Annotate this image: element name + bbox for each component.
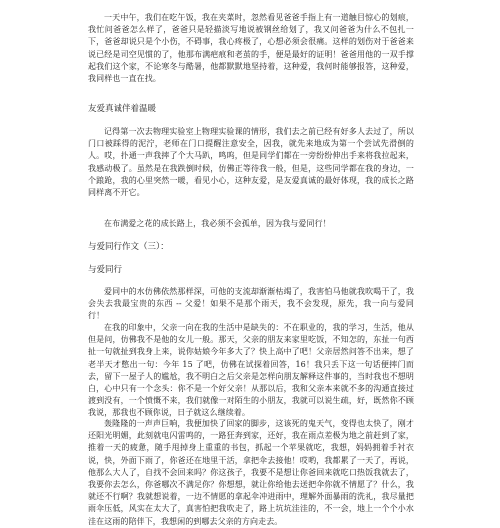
heading-friendship: 友爱真诚伴着温暖	[88, 104, 157, 114]
body-paragraph-5	[88, 322, 414, 420]
paragraph-father-hands: 一天中午，我们在吃午饭，我在夹菜时，忽然看见爸爸手指上有一道触目惊心的划痕，我忙问爸爸怎么样了，爸爸只是轻描淡写地说被钢丝给划了，我又问爸爸为什么不包扎一下，爸爸却说只是个小伤，不碍事，我心疼极了，心想必须会很痛。这样的划伤对于爸爸来说已经是司空见惯的了，他那布满疤痕和老茧的手，便是最好的证明！爸爸用他的一双手撑起我们这个家，不论寒冬与酷暑，他都默默地坚持着，这种爱，我何时能够报答，这种爱，我同样也一直在找。	[88, 13, 414, 84]
essay-title-3	[88, 241, 414, 253]
section-heading-friendship	[88, 103, 414, 115]
paragraph-memory: 在我的印象中，父亲一向在我的生活中是缺失的：不在职业的，我的学习，生活，他从但是问，仿佛我不是他的女儿一般。那天，父亲的朋友来家里吃饭，不知怎的，东扯一句西扯一句就扯到我身上来，说你姑娘今年多大了？快上高中了吧！父亲居然问答不出来，想了老半天才憋出一句：今年 15 了吧，仿佛在试探着回答，16！我只丢下这一句话便摔门而去，留下一屋子人的尴尬，我不明白之后父亲是怎样向朋友解释这件事的，当时我也不想明白，心中只有一个念头：你不是一个好父亲！从那以后，我和父亲本来就不多的沟通直接过渡到没有，一个愤慨不来，我们就像一对陌生的小朋友，我就可以说生疏，好，既然你不顾我说，那我也不顾你说，日子就这么继续着。	[88, 323, 414, 418]
essay-title: 与爱同行作文（三）：	[88, 242, 169, 252]
body-paragraph-3	[88, 218, 414, 230]
body-paragraph-4	[88, 286, 414, 323]
body-paragraph-1	[88, 12, 414, 85]
body-paragraph-6	[88, 418, 414, 528]
paragraph-father-love: 爱同中的水仿佛依然那样深，可他的支流却渐渐枯竭了，我害怕马他就我吹喝干了，我会失去我最宝贵的东西 -- 父爱！如果不是那个雨天，我不会发现，原先，我一向与爱同行！	[88, 287, 414, 321]
paragraph-lab-fall: 记得第一次去物理实验室上物理实验课的情形，我们去之前已经有好多人去过了，所以门口被踩得的泥泞，老师在门口提醒注意安全，因我，就先来地成为第一个尝试先滑倒的人。哎，扑通一声我摔了个大马趴，鸣呜，但是同学们都在一旁纷纷伸出手来将我拉起来，我感动极了。虽然是在我跌倒时候，仿佛正等待我一般，但是，这些同学都在我的身边，一个踉跄，我的心里突然一暖，看见小心，这种友爱，是友爱真诚的最好体现，我的成长之路同样离不开它。	[88, 127, 414, 198]
essay-subtitle	[88, 264, 414, 276]
essay-subtitle-text: 与爱同行	[88, 265, 123, 275]
paragraph-conclusion: 在布满爱之花的成长路上，我必须不会孤单，因为我与爱同行！	[104, 219, 331, 228]
body-paragraph-2	[88, 126, 414, 199]
paragraph-rainstorm: 轰隆隆的一声声巨响，我便加快了回家的脚步，这该死的鬼天气，变得也太快了，刚才还阳光明媚，此刻就电闪雷鸣的，一路狂奔到家，还好，我在雨点差极为地之前赶到了家，推着一天的疲惫，随手甩掉身上重重的书包，抓起一个苹果就吃，我想，妈妈拥着手衬衣说，快，外面下雨了，你爸还在地里干活，拿把伞去接他！哎哟，我都累了一天了，再说，他那么大人了，自找不会回来吗？你这孩子，我要不是想让你爸回来就吃口热饭我就去了，我要你去怎么，你爸哪次不满足你？你想想，就让你给他去送把伞你就不情愿了？什么，我就还不行啊？我就想说着，一边不情愿的拿起伞冲进雨中，理解外面暴雨的洗礼，我尽量把雨伞压低，风实在太大了，真害怕把我吹走了，路上坑坑洼洼的，不一会，地上一个个小水洼在这雨的陪伴下，我想闲的到哪去父亲的方向走去。	[88, 419, 414, 526]
